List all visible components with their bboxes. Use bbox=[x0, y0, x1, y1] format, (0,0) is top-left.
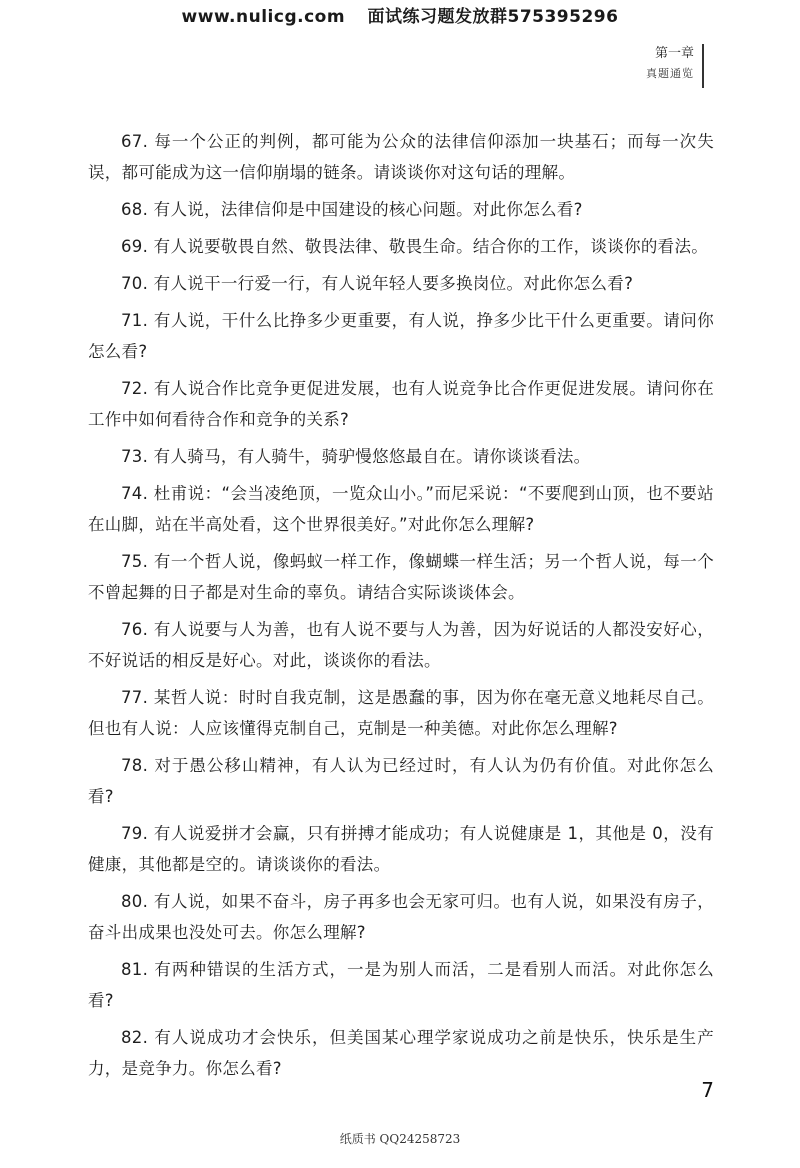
question-item: 71. 有人说，干什么比挣多少更重要，有人说，挣多少比干什么更重要。请问你怎么看? bbox=[88, 311, 714, 361]
question-item: 75. 有一个哲人说，像蚂蚁一样工作，像蝴蝶一样生活；另一个哲人说，每一个不曾起舞的日子都是对生命的辜负。请结合实际谈谈体会。 bbox=[88, 552, 714, 602]
question-item: 70. 有人说干一行爱一行，有人说年轻人要多换岗位。对此你怎么看? bbox=[121, 274, 634, 293]
chapter-title: 第一章 bbox=[654, 46, 694, 61]
question-item: 78. 对于愚公移山精神，有人认为已经过时，有人认为仍有价值。对此你怎么看? bbox=[88, 756, 714, 806]
chapter-marker bbox=[646, 44, 704, 88]
site-url[interactable]: www.nulicg.com bbox=[181, 7, 346, 27]
chapter-subtitle: 真题通览 bbox=[646, 67, 694, 80]
page-footer: 纸质书 QQ24258723 bbox=[339, 1132, 461, 1146]
question-item: 76. 有人说要与人为善，也有人说不要与人为善，因为好说话的人都没安好心，不好说话的相反是好心。对此，谈谈你的看法。 bbox=[88, 620, 714, 670]
question-item: 68. 有人说，法律信仰是中国建设的核心问题。对此你怎么看? bbox=[121, 200, 583, 219]
question-item: 79. 有人说爱拼才会赢，只有拼搏才能成功；有人说健康是 1，其他是 0，没有健康，其他都是空的。请谈谈你的看法。 bbox=[88, 824, 714, 874]
question-item: 73. 有人骑马，有人骑牛，骑驴慢悠悠最自在。请你谈谈看法。 bbox=[121, 447, 591, 466]
question-item: 67. 每一个公正的判例，都可能为公众的法律信仰添加一块基石；而每一次失误，都可能成为这一信仰崩塌的链条。请谈谈你对这句话的理解。 bbox=[88, 132, 714, 182]
question-item: 81. 有两种错误的生活方式，一是为别人而活，二是看别人而活。对此你怎么看? bbox=[88, 960, 714, 1010]
question-item: 74. 杜甫说：“会当凌绝顶，一览众山小。”而尼采说：“不要爬到山顶，也不要站在山脚，站在半高处看，这个世界很美好。”对此你怎么理解? bbox=[88, 484, 714, 534]
page-header bbox=[0, 2, 800, 27]
question-item: 80. 有人说，如果不奋斗，房子再多也会无家可归。也有人说，如果没有房子，奋斗出成果也没处可去。你怎么理解? bbox=[88, 892, 714, 942]
question-item: 77. 某哲人说：时时自我克制，这是愚蠢的事，因为你在毫无意义地耗尽自己。但也有人说：人应该懂得克制自己，克制是一种美德。对此你怎么理解? bbox=[88, 688, 714, 738]
question-item: 72. 有人说合作比竞争更促进发展，也有人说竞争比合作更促进发展。请问你在工作中如何看待合作和竞争的关系? bbox=[88, 379, 714, 429]
question-item: 69. 有人说要敬畏自然、敬畏法律、敬畏生命。结合你的工作，谈谈你的看法。 bbox=[121, 237, 709, 256]
question-list bbox=[88, 126, 714, 1090]
group-notice: 面试练习题发放群575395296 bbox=[367, 7, 619, 27]
page-number: 7 bbox=[701, 1078, 714, 1102]
question-item: 82. 有人说成功才会快乐，但美国某心理学家说成功之前是快乐，快乐是生产力，是竞争力。你怎么看? bbox=[88, 1028, 714, 1078]
